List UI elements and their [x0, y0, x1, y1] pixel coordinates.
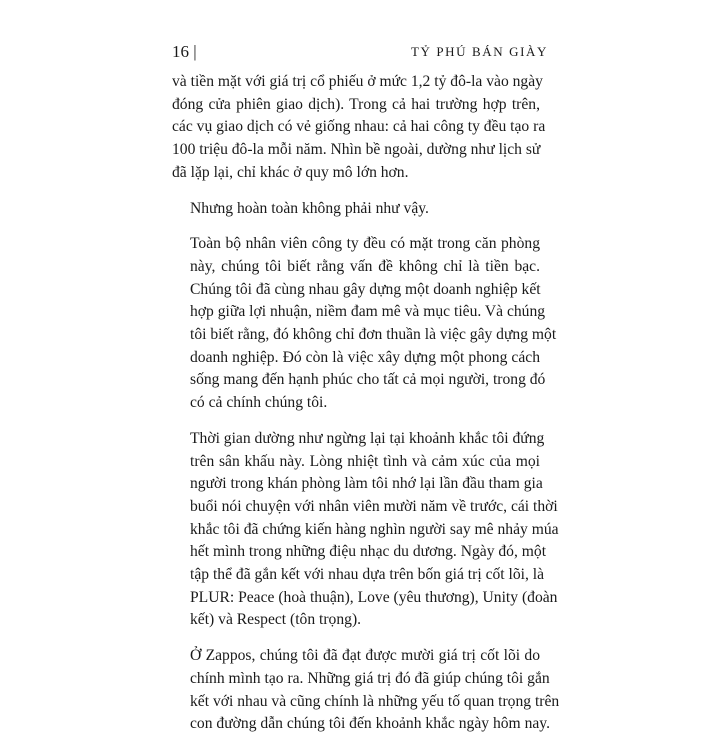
text-line: Chúng tôi đã cùng nhau gây dựng một doanh nghiệp kết — [190, 280, 541, 298]
text-line: đóng cửa phiên giao dịch). Trong cả hai trường hợp trên, — [172, 95, 540, 113]
paragraph — [172, 233, 557, 415]
text-line: tập thể đã gắn kết với nhau dựa trên bốn giá trị cốt lõi, là — [190, 566, 545, 584]
text-line: người trong khán phòng làm tôi nhớ lại lần đầu tham gia — [190, 475, 543, 493]
text-line: chính mình tạo ra. Những giá trị đó đã giúp chúng tôi gắn — [190, 669, 550, 687]
text-line: khắc tôi đã chứng kiến hàng nghìn người say mê nhảy múa — [190, 520, 559, 538]
text-line: buổi nói chuyện với nhân viên mười năm về trước, cái thời — [190, 497, 558, 515]
text-line: tôi biết rằng, đó không chỉ đơn thuần là việc gây dựng một — [190, 326, 557, 344]
page-number: 16 | — [172, 42, 197, 61]
text-line: đã lặp lại, chỉ khác ở quy mô lớn hơn. — [172, 163, 409, 181]
text-line: Ở Zappos, chúng tôi đã đạt được mười giá trị cốt lõi do — [190, 647, 540, 665]
text-line: hợp giữa lợi nhuận, niềm đam mê và mục tiêu. Và chúng — [190, 303, 546, 321]
text-line: có cả chính chúng tôi. — [190, 394, 328, 412]
paragraph — [172, 428, 559, 632]
paragraph — [172, 645, 560, 736]
paragraph — [172, 71, 546, 185]
text-line: doanh nghiệp. Đó còn là việc xây dựng một phong cách — [190, 348, 540, 366]
text-line: kết) và Respect (tôn trọng). — [190, 611, 362, 629]
page-header — [172, 40, 548, 64]
text-line: này, chúng tôi biết rằng vấn đề không chỉ là tiền bạc. — [190, 257, 540, 275]
text-line: 100 triệu đô-la mỗi năm. Nhìn bề ngoài, dường như lịch sử — [172, 141, 541, 159]
text-line: các vụ giao dịch có vẻ giống nhau: cả hai công ty đều tạo ra — [172, 118, 546, 136]
text-line: kết với nhau và cũng chính là những yếu tố quan trọng trên — [190, 692, 560, 710]
page-body — [172, 71, 560, 749]
text-line: hết mình trong những điệu nhạc du dương. Ngày đó, một — [190, 543, 547, 561]
running-title: TỶ PHÚ BÁN GIÀY — [410, 44, 548, 59]
text-line: Thời gian dường như ngừng lại tại khoảnh khắc tôi đứng — [190, 429, 545, 447]
text-line: Toàn bộ nhân viên công ty đều có mặt trong căn phòng — [190, 235, 540, 253]
text-line: Nhưng hoàn toàn không phải như vậy. — [190, 199, 429, 217]
text-line: và tiền mặt với giá trị cổ phiếu ở mức 1,2 tỷ đô-la vào ngày — [172, 73, 543, 90]
paragraph — [172, 198, 540, 221]
text-line: sống mang đến hạnh phúc cho tất cả mọi người, trong đó — [190, 371, 546, 389]
text-line: con đường dẫn chúng tôi đến khoảnh khắc ngày hôm nay. — [190, 715, 550, 733]
text-line: trên sân khấu này. Lòng nhiệt tình và cảm xúc của mọi — [190, 452, 540, 470]
text-line: PLUR: Peace (hoà thuận), Love (yêu thương), Unity (đoàn — [190, 588, 558, 606]
